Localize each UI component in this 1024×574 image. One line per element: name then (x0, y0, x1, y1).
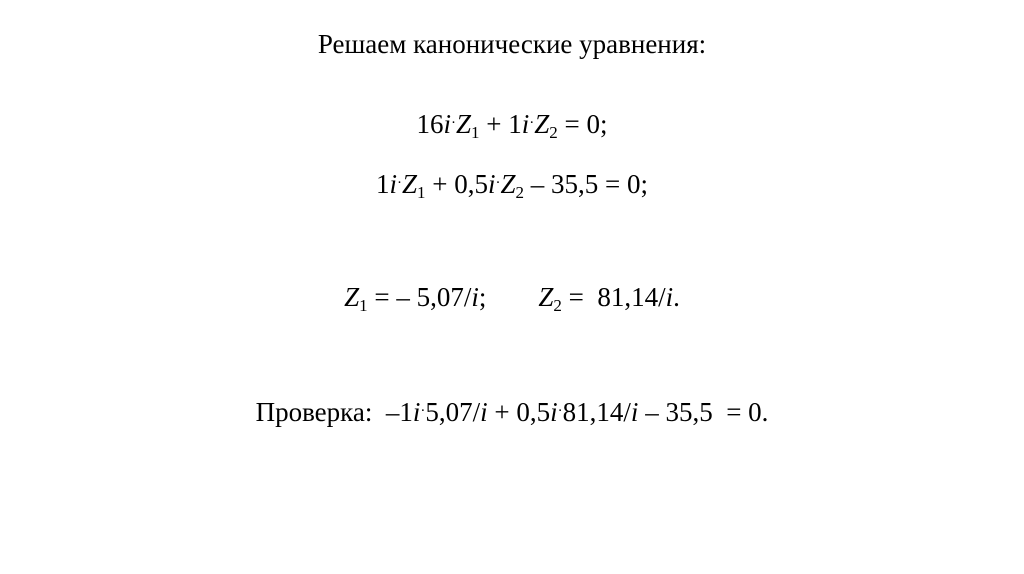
eq2-var-i-2: i (488, 169, 496, 199)
eq2-var-z2: Z (500, 169, 516, 199)
eq2-tail: – 35,5 = 0; (524, 169, 649, 199)
eq1-var-z2: Z (534, 109, 550, 139)
eq1-plus: + (479, 109, 509, 139)
eq1-sub-1: 1 (471, 123, 480, 142)
eq2-coef-a: 1 (375, 169, 390, 199)
sol-sub-1: 1 (359, 296, 368, 315)
check-dot-2: · (557, 403, 563, 419)
eq2-dot: · (396, 175, 402, 191)
check-part-4: 81,14/ (562, 397, 631, 427)
check-part-2: 5,07/ (425, 397, 481, 427)
eq1-coef-b: 1 (508, 109, 522, 139)
check-var-i-4: i (630, 397, 639, 427)
eq1-sub-2: 2 (549, 123, 558, 142)
sol-z2-value: = 81,14/ (561, 282, 666, 312)
page-title: Решаем канонические уравнения: (317, 29, 707, 59)
eq1-coef-a: 16 (416, 109, 444, 139)
eq1-var-i: i (443, 109, 451, 139)
eq2-dot-2: · (495, 175, 501, 191)
eq2-var-z1: Z (401, 169, 418, 199)
eq1-var-i-2: i (521, 109, 530, 139)
check-var-i-3: i (550, 397, 558, 427)
sol-z2-end: . (673, 282, 680, 312)
check-tail: – 35,5 = 0. (638, 397, 769, 427)
eq2-plus: + (425, 169, 455, 199)
sol-sub-2: 2 (553, 296, 562, 315)
sol-var-i-2: i (665, 282, 674, 312)
eq2-coef-b: 0,5 (454, 169, 488, 199)
check-var-i-1: i (412, 397, 421, 427)
check-var-i-2: i (480, 397, 488, 427)
eq2-sub-1: 1 (417, 183, 426, 202)
eq2-sub-2: 2 (515, 183, 525, 202)
check-line (0, 396, 1024, 428)
eq1-tail: = 0; (557, 109, 608, 139)
check-part-1: –1 (385, 397, 413, 427)
solution-line (0, 281, 1024, 313)
sol-var-z2: Z (538, 282, 554, 312)
eq1-dot: · (450, 115, 456, 131)
check-dot-1: · (420, 403, 426, 419)
check-part-3: + 0,5 (487, 397, 551, 427)
equation-1 (0, 108, 1024, 140)
eq1-var-z1: Z (455, 109, 472, 139)
sol-z1-end: ; (478, 282, 487, 312)
check-label: Проверка: (255, 397, 386, 427)
sol-var-z1: Z (344, 282, 360, 312)
sol-z1-value: = – 5,07/ (367, 282, 472, 312)
equation-2 (0, 168, 1024, 200)
sol-var-i-1: i (471, 282, 479, 312)
eq2-var-i: i (389, 169, 397, 199)
eq1-dot-2: · (529, 115, 535, 131)
